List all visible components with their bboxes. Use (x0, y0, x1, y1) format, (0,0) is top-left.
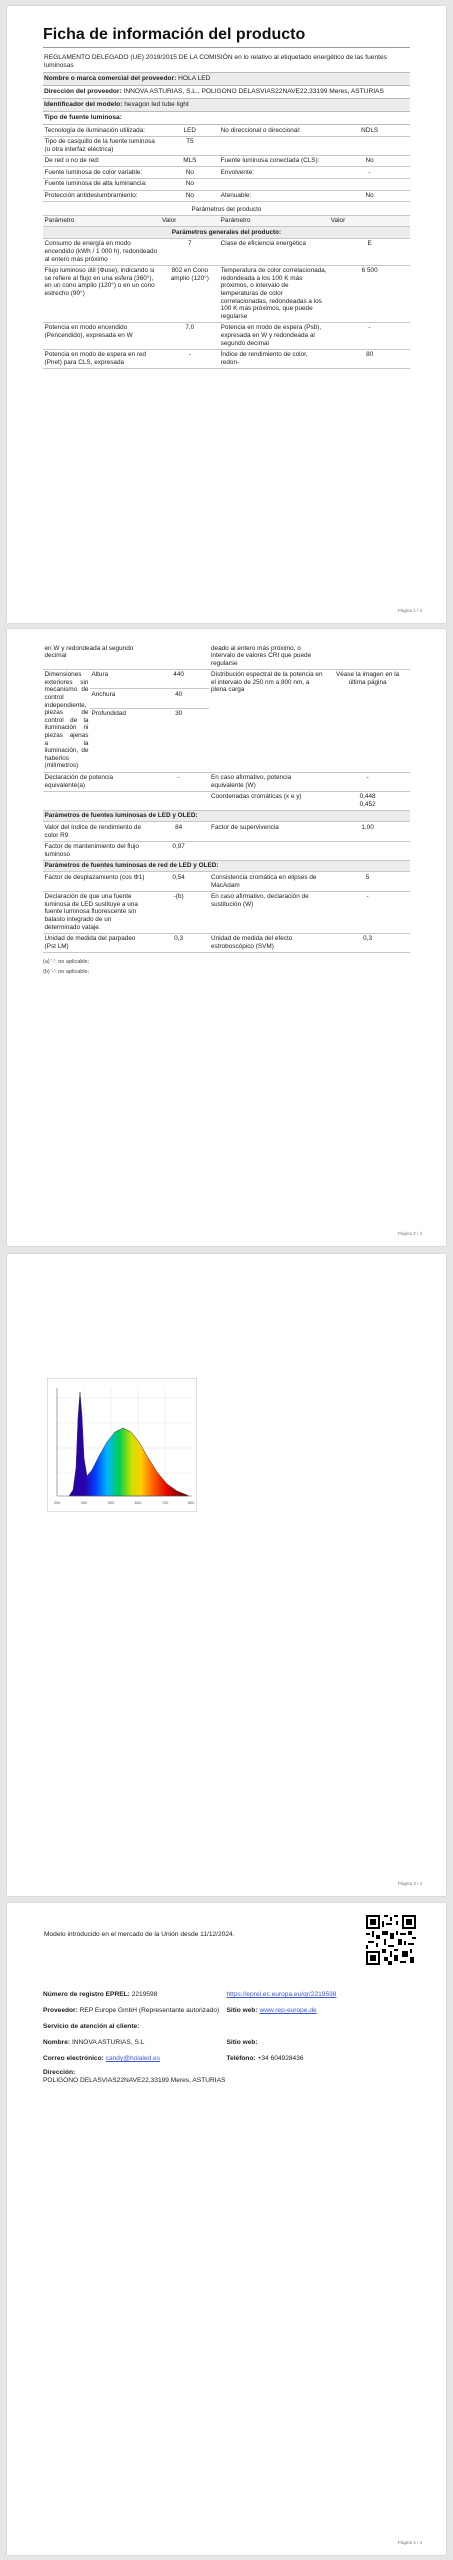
page-number: Página 1 / 4 (397, 608, 422, 613)
provider-name: REP Europe GmbH (Representante autorizado) (79, 2007, 220, 2014)
page-number: Página 2 / 4 (397, 1231, 422, 1236)
params-table-cont (43, 643, 410, 953)
axis-tick: 800 (187, 1500, 195, 1505)
col-value-2: Valor (329, 215, 410, 227)
provider-row: Proveedor: REP Europe GmbH (Representante autorizado) Sitio web: www.rep-europe.de (43, 2007, 317, 2014)
params-table (43, 204, 410, 369)
col-value-1: Valor (160, 215, 219, 227)
table-row: Potencia en modo de espera en red (Pnet) para CLS, expresada - Índice de rendimiento de color, redon- 80 (43, 349, 410, 368)
email-link[interactable]: candy@holaled.es (105, 2055, 161, 2062)
dir-row: Dirección: POLIGONO DELASVIAS22NAVE22,33199 Meres, ASTURIAS (43, 2067, 410, 2089)
dimensions-label: Dimensiones exteriores sin mecanismo de control independiente, piezas de control de la iluminación ni piezas ajenas a la iluminación, de haberlos (milímetros) (43, 669, 90, 772)
service-header: Servicio de atención al cliente: (43, 2023, 140, 2030)
service-address: POLIGONO DELASVIAS22NAVE22,33199 Meres, ASTURIAS (43, 2077, 226, 2084)
axis-tick: 700 (161, 1500, 169, 1505)
params-title: Parámetros del producto (43, 204, 410, 215)
spectral-label: Distribución espectral de la potencia en el intervalo de 250 nm a 800 nm, a plena carga (209, 669, 325, 772)
led-title: Parámetros de fuentes luminosas de LED y OLED: (43, 810, 410, 822)
table-row: Valor del índice de rendimiento de color R9 84 Factor de supervivencia 1,00 (43, 822, 410, 841)
table-row: en W y redondeada al segundo decimal deado al entero más próximo, o intervalo de valores CRI que puede regularse (43, 643, 410, 669)
table-row: Protección antideslumbramiento: No Atenuable: No (43, 190, 410, 202)
red-title: Parámetros de fuentes luminosas de red de LED y OLED: (43, 860, 410, 872)
general-title: Parámetros generales del producto: (43, 227, 410, 239)
page-1 (7, 6, 446, 623)
axis-tick: 600 (134, 1500, 142, 1505)
spectral-value: Véase la imagen en la última página (325, 669, 410, 772)
page-number: Página 3 / 4 (397, 1881, 422, 1886)
contact-row: Correo electrónico: candy@holaled.es Teléfono: +34 604928436 (43, 2055, 304, 2062)
page-number: Página 4 / 4 (397, 2540, 422, 2545)
type-header: Tipo de fuente luminosa: (43, 112, 410, 125)
table-row: Dimensiones exteriores sin mecanismo de control independiente, piezas de control de la iluminación ni piezas ajenas a la iluminación, de haberlos (milímetros) Altura 440 Distribución espectral de la potencia en el intervalo de 250 nm a 800 nm, a plena carga Véase la imagen en la última página (43, 669, 410, 688)
model-row: Identificador del modelo: hexagon led tube light (43, 99, 410, 112)
axis-tick: 300 (53, 1500, 61, 1505)
table-row: Potencia en modo encendido (Pencendido), expresada en W 7,0 Potencia en modo de espera (Psb), expresada en W y redondeada al segundo decimal - (43, 322, 410, 349)
table-row: Coordenadas cromáticas (x e y) 0,448 0,452 (43, 791, 410, 810)
eprel-row: Número de registro EPREL: 2219598 https://eprel.ec.europa.eu/qr/2219598 (43, 1991, 337, 1998)
col-param-2: Parámetro (219, 215, 329, 227)
eprel-link[interactable]: https://eprel.ec.europa.eu/qr/2219598 (226, 1991, 337, 1998)
footnote-a: (a) '-': no aplicable; (43, 958, 90, 965)
provider-web-link[interactable]: www.rep-europe.de (259, 2007, 317, 2014)
axis-tick: 500 (107, 1500, 115, 1505)
table-row: Declaración de potencia equivalente(a) - En caso afirmativo, potencia equivalente (W) - (43, 772, 410, 791)
address-row: Dirección del proveedor: INNOVA ASTURIAS, S.L., POLIGONO DELASVIAS22NAVE22,33199 Meres, ASTURIAS (43, 86, 410, 99)
eprel-number: 2219598 (131, 1991, 158, 1998)
spectral-distribution-image (47, 1378, 197, 1512)
service-name: INNOVA ASTURIAS, S.L (71, 2039, 145, 2046)
page-4 (7, 1903, 446, 2555)
table-row: Flujo luminoso útil (Φuse), indicando si se refiere al flujo en una esfera (360°), en un cono amplio (120°) o en un cono estrecho (90°) 802 en Cono amplio (120°) Temperatura de color correlacionada, redondeada a los 100 K más próximos, o intervalo de temperaturas de color correlacionadas, redondeadas a los 100 K más próximos, que puede regularse 6 500 (43, 265, 410, 322)
table-row: Fuente luminosa de alta luminancia: No (43, 178, 410, 190)
page-2 (7, 629, 446, 1246)
market-note: Modelo introducido en el mercado de la Unión desde 11/12/2024. (44, 1931, 235, 1938)
table-row: Unidad de medida del parpadeo (Pst LM) 0,3 Unidad de medida del efecto estroboscópico (SVM) 0,3 (43, 933, 410, 952)
type-table (43, 125, 410, 202)
table-row: Tipo de casquillo de la fuente luminosa (u otra interfaz eléctrica) T5 (43, 136, 410, 155)
regulation-text: REGLAMENTO DELEGADO (UE) 2019/2015 DE LA COMISIÓN en lo relativo al etiquetado energético de las fuentes luminosas (43, 52, 410, 73)
table-row: Tecnología de iluminación utilizada: LED No direccional o direccional: NDLS (43, 125, 410, 136)
table-row: Declaración de que una fuente luminosa de LED sustituye a una fuente luminosa fluorescente sin balasto integrado de un determinado vataje. -(b) En caso afirmativo, declaración de sustitución (W) - (43, 891, 410, 933)
table-row: Factor de desplazamiento (cos Φ1) 0,54 Consistencia cromática en elipses de MacAdam 5 (43, 872, 410, 891)
page-3 (7, 1254, 446, 1896)
qr-code-icon[interactable] (366, 1915, 416, 1965)
footnote-b: (b) '-': no aplicable; (43, 968, 90, 975)
col-param-1: Parámetro (43, 215, 160, 227)
brand-row: Nombre o marca comercial del proveedor: HOLA LED (43, 73, 410, 86)
page-title: Ficha de información del producto (43, 26, 410, 48)
table-row: Factor de mantenimiento del flujo luminoso 0,97 (43, 841, 410, 860)
table-row: De red o no de red: MLS Fuente luminosa conectada (CLS): No (43, 155, 410, 167)
name-row: Nombre: INNOVA ASTURIAS, S.L Sitio web: (43, 2039, 258, 2046)
table-row: Fuente luminosa de color variable: No Envolvente: - (43, 167, 410, 179)
table-row: Profundidad 30 (43, 708, 410, 772)
axis-tick: 400 (80, 1500, 88, 1505)
phone-number: +34 604928436 (257, 2055, 304, 2062)
table-row: Consumo de energía en modo encendido (kWh / 1 000 h), redondeado al entero más próximo 7 Clase de eficiencia energética E (43, 238, 410, 265)
table-row: Anchura 40 (43, 689, 410, 708)
